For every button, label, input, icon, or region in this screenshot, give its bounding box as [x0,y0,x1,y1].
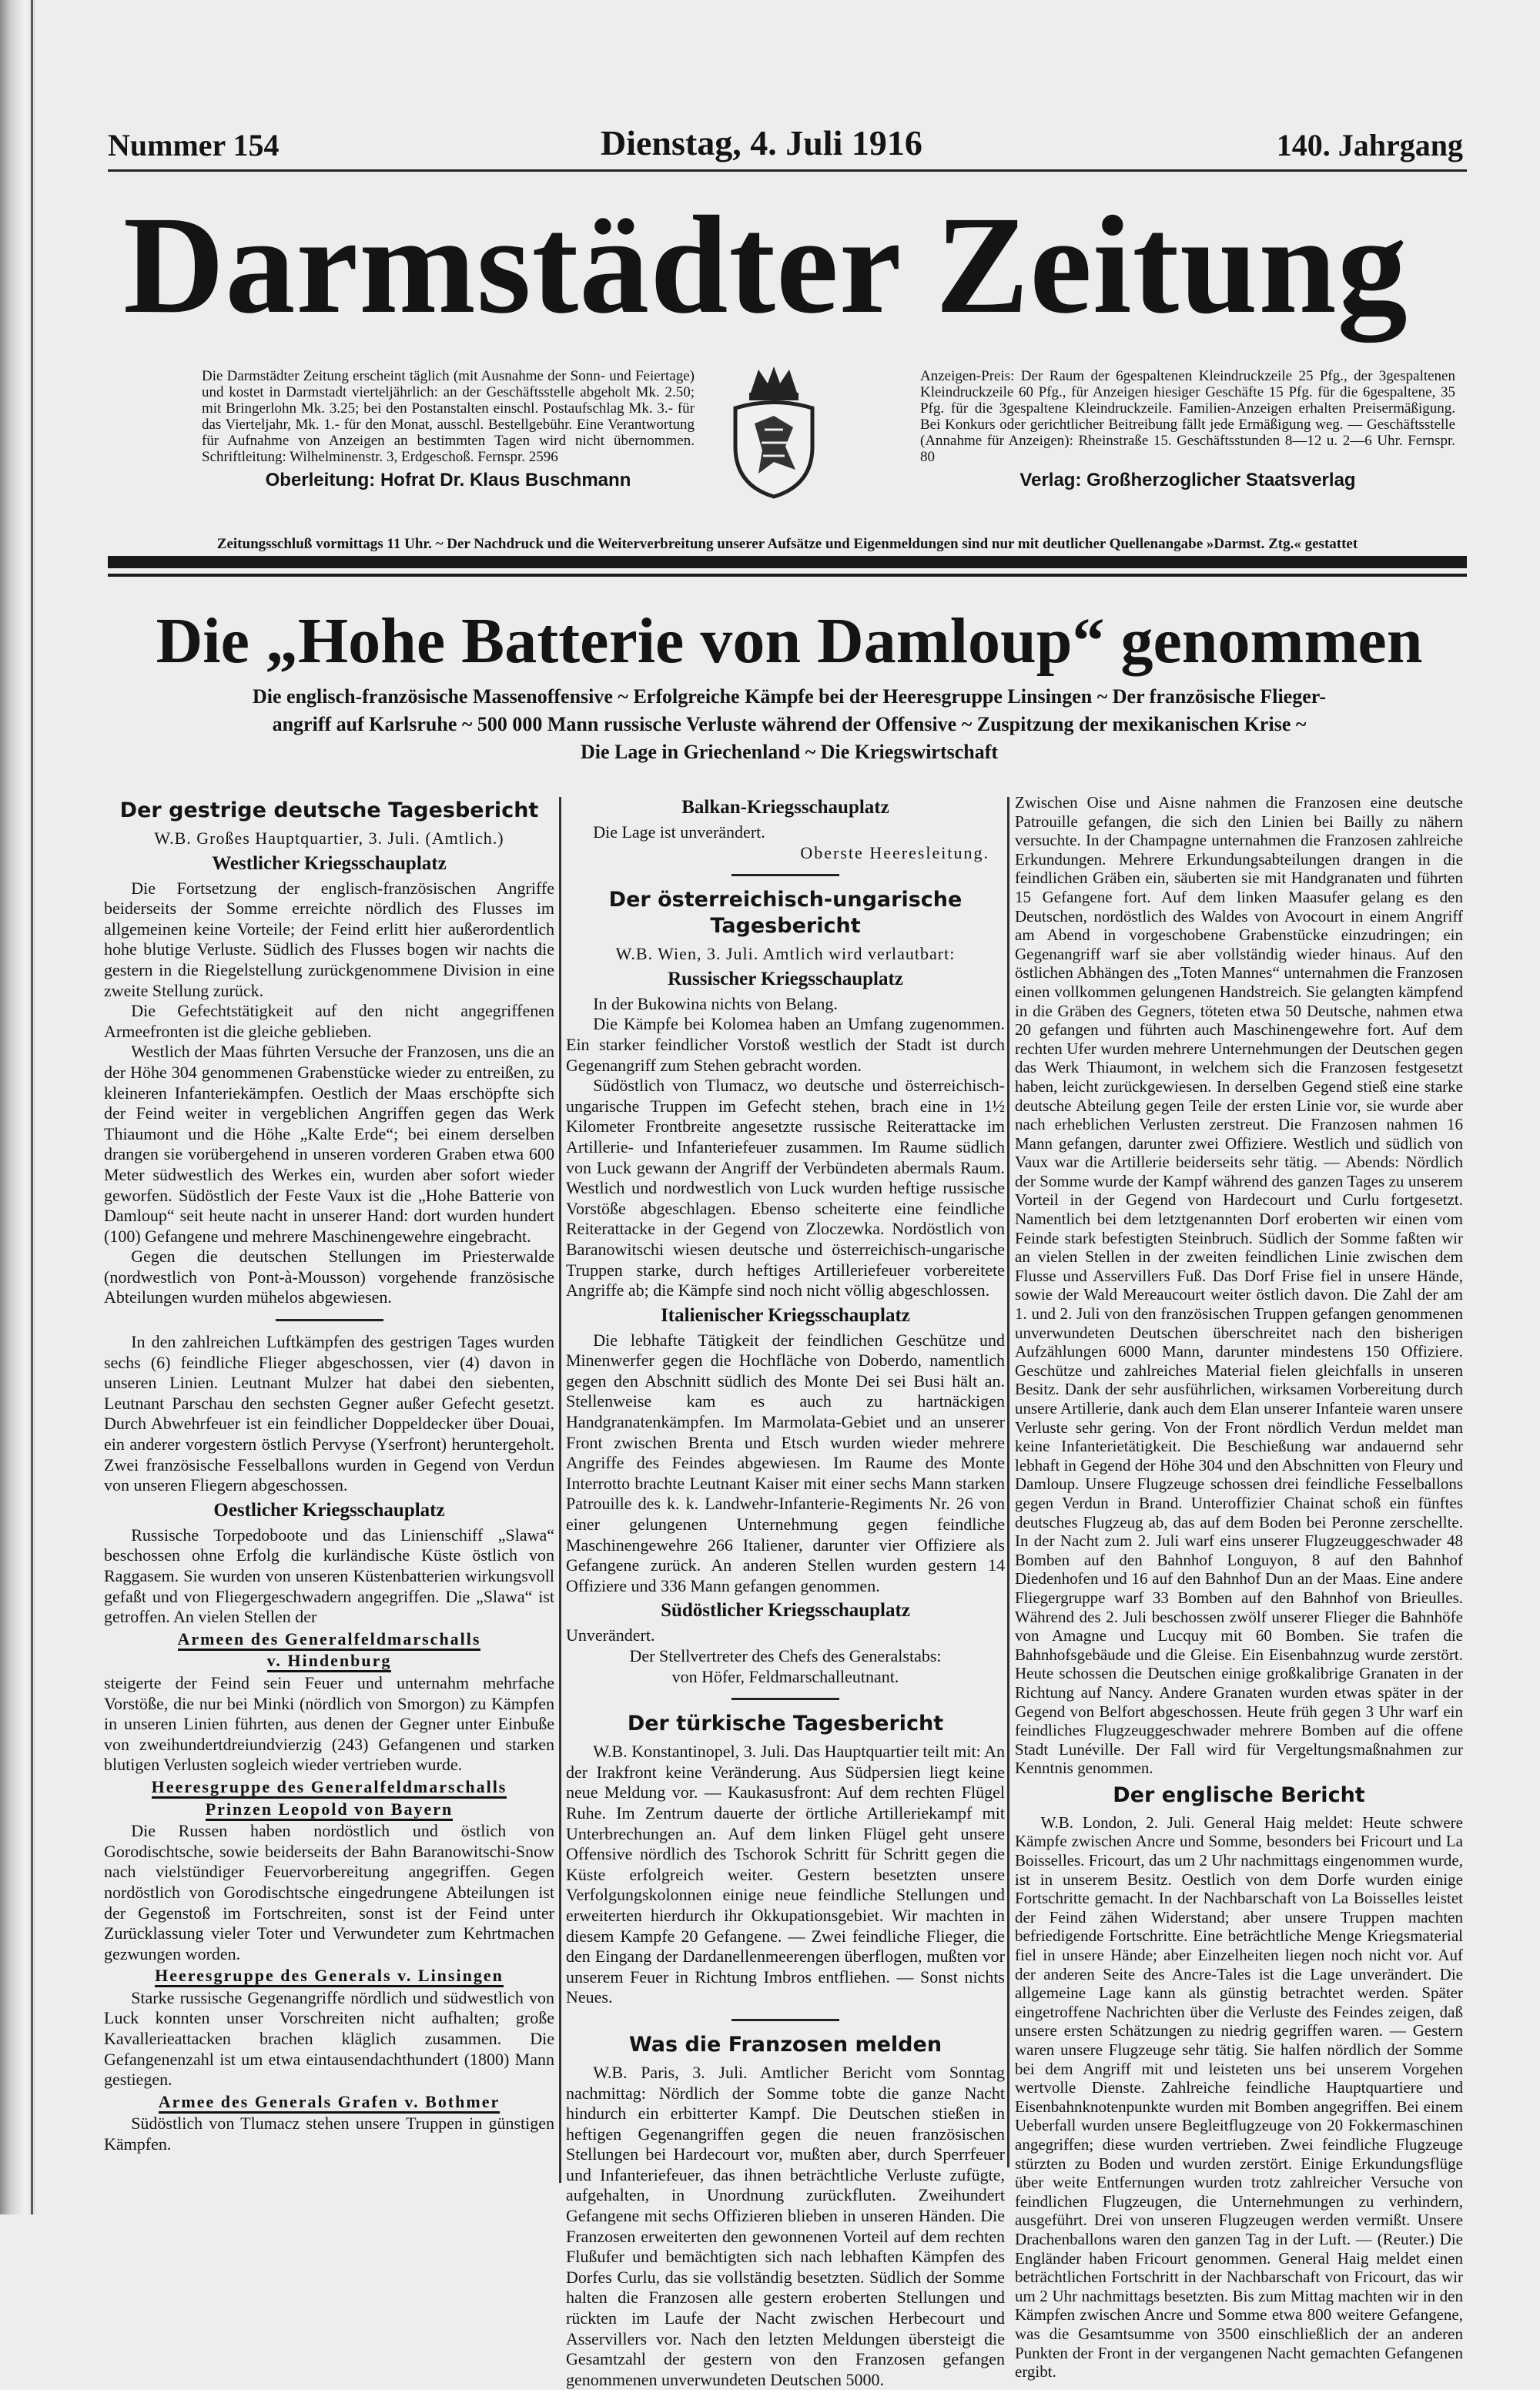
column-divider [559,797,561,2183]
volume-year: 140. Jahrgang [1276,128,1463,162]
separator-rule [732,1698,839,1700]
underlined-subheading-text: Prinzen Leopold von Bayern [206,1799,454,1821]
subscription-box [202,368,695,491]
paragraph: Westlich der Maas führten Versuche der Franzosen, uns die an der Höhe 304 genommenen Grabenstücke wieder zu entreißen, zu kleineren Infanteriekämpfen. Oestlich der Maas erschöpfte sich der Feind weiter in vergeblichen Angriffen gegen das Werk Thiaumont und die Höhe „Kalte Erde“; bei einem derselben drangen sie vorübergehend in unseren vorderen Graben etwa 600 Meter südwestlich des Werkes ein, wurden aber sofort wieder geworfen. Südöstlich der Feste Vaux ist die „Hohe Batterie von Damloup“ seit heute nacht in unserer Hand: dort wurden hundert (100) Gefangene und mehrere Maschinengewehre eingebracht. [104,1042,554,1246]
reprint-notice: Zeitungsschluß vormittags 11 Uhr. ~ Der Nachdruck und die Weiterverbreitung unserer Aufsätze und Eigenmeldungen sind nur mit deutlicher Quellenangabe »Darmst. Ztg.« gestattet [216,536,1358,552]
column-1 [104,793,554,2155]
underlined-subheading-text: Armee des Generals Grafen v. Bothmer [159,2092,500,2114]
section-heading: Balkan-Kriegsschauplatz [681,797,889,818]
editor-credit: Oberleitung: Hofrat Dr. Klaus Buschmann [265,470,631,490]
paragraph: W.B. London, 2. Juli. General Haig meldet: Heute schwere Kämpfe zwischen Ancre und Somme, besonders bei Fricourt und La Boisselles. Fricourt, das um 2 Uhr nachmittags eingenommen wurde, ist in unserem Besitz. Oestlich von dem Dorfe wurden einige Fortschritte gemacht. In der Nachbarschaft von La Boisselles leistet der Feind zähen Widerstand; aber unsere Truppen machten befriedigende Fortschritte. Eine beträchtliche Menge Kriegsmaterial fiel in unsere Hände; aber Einzelheiten liegen noch nicht vor. Auf der anderen Seite des Ancre-Tales ist die Lage unverändert. Die allgemeine Lage kann als günstig betrachtet werden. Später eingetroffene Nachrichten über die Verluste des Feindes zeigen, daß unsere ersten Schätzungen zu niedrig gegriffen waren. — Gestern waren unsere Flugzeuge sehr tätig. Sie halfen nördlich der Somme bei dem Angriff mit und leisteten uns bei unserem Vorgehen wertvolle Dienste. Zahlreiche feindliche Hauptquartiere und Eisenbahnknotenpunkte wurden mit Bomben angegriffen. Bei einem Ueberfall wurden unsere Begleitflugzeuge von 20 Fokkermaschinen angegriffen; diese wurden vertrieben. Zwei feindliche Flugzeuge stürzten zu Boden und wurden zerstört. Einige Erkundungsflüge über weite Entfernungen wurden trotz zahlreicher Versuche von feindlichen Flugzeugen, die Unternehmungen zu verhindern, ausgeführt. Drei von unseren Flugzeugen werden vermißt. Unsere Drachenballons waren den ganzen Tag in der Luft. — (Reuter.) Die Engländer haben Fricourt genommen. General Haig meldet einen beträchtlichen Fortschritt in der Nachbarschaft von Fricourt, das wir um 2 Uhr nachmittags besetzten. Bis zum Mittag machten wir in den Kämpfen zwischen Ancre und Somme etwa 800 weitere Gefangene, was die Gesamtsumme von 3500 einschließlich der an anderen Punkten der Front in der vergangenen Nacht gemachten Gefangenen ergibt. [1015,1813,1463,2382]
underlined-subheading-text: Heeresgruppe des Generals v. Linsingen [155,1966,504,1987]
paragraph: Die Kämpfe bei Kolomea haben an Umfang zugenommen. Ein starker feindlicher Vorstoß westlich der Stadt ist durch Gegenangriff zum Stehen gebracht worden. [566,1014,1005,1075]
paragraph: Zwischen Oise und Aisne nahmen die Franzosen eine deutsche Patrouille gefangen, die sich den Linien bei Bailly zu nähern versuchte. In der Champagne unternahmen die Franzosen zahlreiche Erkundungen. Mehrere Erkundungsabteilungen drangen in die feindlichen Gräben ein, säuberten sie mit Handgranaten und führten 15 Gefangene fort. Auf dem linken Maasufer gelang es den Deutschen, nordöstlich des Waldes von Avocourt in einem Angriff am Abend in vorgeschobene Grabenstücke einzudringen; ein Gegenangriff warf sie aber vollständig wieder hinaus. Auf den östlichen Abhängen des „Toten Mannes“ unternahmen die Franzosen einen vollkommen gelungenen Handstreich. Sie gelangten kämpfend in die Gräben des Gegners, töteten etwa 50 Deutsche, nahmen etwa 20 gefangen und führten auch Maschinengewehre fort. Auf dem rechten Ufer wurden mehrere Unternehmungen der Deutschen gegen das Werk Thiaumont, in welchem sich die Franzosen festgesetzt haben, leicht zurückgewiesen. In derselben Gegend stieß eine starke deutsche Abteilung gegen Teile der ersten Linie vor, sie wurde aber nach erheblichen Verlusten zerstreut. Die Franzosen nahmen 16 Mann gefangen, darunter zwei Offiziere. Westlich und südlich von Vaux war die Artillerie beiderseits sehr tätig. — Abends: Nördlich der Somme wurde der Kampf während des ganzen Tages zu unserem Vorteil in der Gegend von Hardecourt und Curlu fortgesetzt. Namentlich bei dem letztgenannten Dorf eroberten wir einen vom Feinde stark befestigten Steinbruch. Südlich der Somme faßten wir an vielen Stellen in der zweiten feindlichen Linie zwischen dem Flusse und Asservillers Fuß. Das Dorf Frise fiel in unsere Hände, sowie der Wald Mereaucourt weiter östlich davon. Die Zahl der am 1. und 2. Juli von den französischen Truppen gefangen genommenen unverwundeten Deutschen überschreitet nach den bisherigen Aufzählungen 6000 Mann, darunter mindestens 150 Offiziere. Geschütze und zahlreiches Material fielen gleichfalls in unseren Besitz. Dank der sehr ausführlichen, wirksamen Vorbereitung durch unsere Artillerie, dank auch dem Elan unserer Infanteie waren unsere Verluste sehr gering. Von der Front nördlich Verdun meldet man keine Infanterietätigkeit. Die Beschießung war andauernd sehr lebhaft in Gegend der Höhe 304 und den Abschnitten von Fleury und Damloup. Unsere Flugzeuge schossen drei feindliche Fesselballons gegen Verdun in Brand. Unteroffizier Chainat schoß ein fünftes deutsches Flugzeug ab, das auf dem Boden bei Peronne zerschellte. In der Nacht zum 2. Juli warf eins unserer Flugzeuggeschwader 48 Bomben auf den Bahnhof Longuyon, 8 auf den Bahnhof Diedenhofen und 16 auf den Bahnhof Dun an der Maas. Eine andere Fliegergruppe warf 33 Bomben auf den Bahnhof von Brieulles. Während des 2. Juli beschossen zwölf unserer Flieger die Bahnhöfe von Amagne und Lucquy mit 60 Bomben. Sie trafen die Bahnhofsgebäude und die Gleise. Ein Eisenbahnzug wurde zerstört. Heute schossen die Deutschen einige großkalibrige Granaten in der Richtung auf Nancy. Andere Granaten wurden etwas später in der Gegend von Belfort abgeschossen. Heute früh gegen 3 Uhr warf ein feindliches Flugzeuggeschwader mehrere Bomben auf die offene Stadt Lunéville. Der Fall wird für Vergeltungsmaßnahmen zur Kenntnis genommen. [1015,793,1463,1778]
paragraph: W.B. Paris, 3. Juli. Amtlicher Bericht vom Sonntag nachmittag: Nördlich der Somme tobte die ganze Nacht hindurch ein erbitterter Kampf. Die Deutschen stießen in heftigen Gegenangriffen gegen die neuen französischen Stellungen bei Hardecourt vor, mußten aber, durch Sperrfeuer und Infanteriefeuer, das ihnen beträchtliche Verluste zufügte, aufgehalten, in Unordnung zurückfluten. Zweihundert Gefangene mit sechs Offizieren blieben in unseren Händen. Die Franzosen erweiterten den gewonnenen Vorteil auf dem rechten Flußufer und bemächtigten sich nach lebhaften Kämpfen des Dorfes Curlu, das sie vollständig besetzten. Südlich der Somme halten die Franzosen alle gestern eroberten Stellungen und rückten im Laufe der Nacht zwischen Herbecourt und Asservillers vor. Nach den letzten Meldungen übersteigt die Gesamtzahl der gestern von den Franzosen gefangen genommenen unverwundeten Deutschen 5000. [566,2062,1005,2389]
issue-number: Nummer 154 [108,128,280,162]
article-heading: Der türkische Tagesbericht [627,1712,944,1736]
column-3 [1015,793,1463,2382]
subscription-info: Die Darmstädter Zeitung erscheint täglich (mit Ausnahme der Sonn- und Feiertage) und kostet in Darmstadt vierteljährlich: an der Geschäftsstelle abgeholt Mk. 2.50; mit Bringerlohn Mk. 3.25; bei den Postanstalten einschl. Postaufschlag Mk. 3.- für das Vierteljahr, Mk. 1.- für den Monat, ausschl. Bestellgebühr. Eine Verantwortung für Aufnahme von Anzeigen an bestimmten Tagen wird nicht übernommen. Schriftleitung: Wilhelminenstr. 3, Erdgeschoß. Fernspr. 2596 [202,368,695,465]
underlined-subheading [104,1777,554,1798]
paragraph: In den zahlreichen Luftkämpfen des gestrigen Tages wurden sechs (6) feindliche Flieger abgeschossen, vier (4) davon in unseren Linien. Leutnant Mulzer hat dabei den siebenten, Leutnant Parschau den sechsten Gegner außer Gefecht gesetzt. Durch Abwehrfeuer ist ein feindlicher Doppeldecker über Douai, ein anderer vorgestern östlich Pervyse (Yserfront) heruntergeholt. Zwei französische Fesselballons wurden in Gegend von Verdun von unseren Fliegern abgeschossen. [104,1332,554,1495]
article-heading: Der englische Bericht [1113,1782,1365,1807]
paragraph: W.B. Konstantinopel, 3. Juli. Das Hauptquartier teilt mit: An der Irakfront keine Veränderung. Aus Südpersien liegt keine neue Meldung vor. — Kaukasusfront: Auf dem rechten Flügel Ruhe. Im Zentrum dauerte der örtliche Artilleriekampf mit Unterbrechungen an. Auf dem linken Flügel geht unsere Offensive nördlich des Tschorok Schritt für Schritt gegen die Küste erfolgreich weiter. Gestern besetzten unsere Verfolgungskolonnen einige neue feindliche Stellungen und erweiterten hierdurch ihr Okkupationsgebiet. Wir machten in diesem Kampfe 20 Gefangene. — Zwei feindliche Flieger, die den Eingang der Dardanellenmeerengen überflogen, mußten vor unserem Feuer in Richtung Imbros entfliehen. — Sonst nichts Neues. [566,1742,1005,2007]
section-heading: Russischer Kriegsschauplatz [668,968,903,989]
dateline: W.B. Wien, 3. Juli. Amtlich wird verlautbart: [615,944,956,964]
section-heading: Oestlicher Kriegsschauplatz [213,1499,445,1521]
underlined-subheading-text: v. Hindenburg [267,1651,392,1672]
underlined-subheading [104,1651,554,1672]
subhead-line: angriff auf Karlsruhe ~ 500 000 Mann russische Verluste während der Offensive ~ Zuspitzung der mexikanischen Krise ~ [272,713,1307,735]
paragraph: Russische Torpedoboote und das Linienschiff „Slawa“ beschossen ohne Erfolg die kurländische Küste östlich von Raggasem. Sie wurden von unseren Küstenbatterien wirkungsvoll gefaßt und von Fliegergeschwadern angegriffen. Die „Slawa“ ist getroffen. An vielen Stellen der [104,1525,554,1627]
paragraph: Starke russische Gegenangriffe nördlich und südwestlich von Luck konnten unser Vorschreiten nicht aufhalten; große Kavallerieattacken brachen kläglich zusammen. Die Gefangenenzahl ist um etwa eintausendachthundert (1800) Mann gestiegen. [104,1987,554,2090]
binding-line [31,0,33,2214]
paragraph: In der Bukowina nichts von Belang. [593,993,838,1013]
paragraph: Die Russen haben nordöstlich und östlich von Gorodischtsche, sowie beiderseits der Bahn Baranowitschi-Snow nach vielstündiger Feuervorbereitung angegriffen. Gegen nordöstlich von Gorodischtsche eingedrungene Abteilungen ist der Gegenstoß im Fortschreiten, sonst ist der Feind unter Zurücklassung vieler Toter und Verwundeter zum Kehrtmachen gezwungen worden. [104,1821,554,1963]
newspaper-title: Darmstädter Zeitung [123,188,1408,343]
paragraph: Gegen die deutschen Stellungen im Priesterwalde (nordwestlich von Pont-à-Mousson) vorgehende französische Abteilungen wurden mühelos abgewiesen. [104,1247,554,1307]
thin-rule [108,574,1467,577]
underlined-subheading-text: Armeen des Generalfeldmarschalls [178,1629,481,1651]
article-heading: Der gestrige deutsche Tagesbericht [119,798,539,822]
coat-of-arms-icon [728,362,820,500]
dateline: W.B. Großes Hauptquartier, 3. Juli. (Amtlich.) [154,828,504,848]
subhead-line: Die englisch-französische Massenoffensive ~ Erfolgreiche Kämpfe bei der Heeresgruppe Linsingen ~ Der französische Flieger- [253,685,1326,708]
paragraph: Die lebhafte Tätigkeit der feindlichen Geschütze und Minenwerfer gegen die Hochfläche von Doberdo, namentlich gegen den Abschnitt südlich des Monte Dei sei Busi hält an. Stellenweise kam es auch zu hartnäckigen Handgranatenkämpfen. Im Marmolata-Gebiet und an unserer Front zwischen Brenta und Etsch wurden wieder mehrere Angriffe des Feindes abgewiesen. Im Raume des Monte Interrotto brachte Leutnant Kaiser mit einer sechs Mann starken Patrouille des k. k. Landwehr-Infanterie-Regiments Nr. 26 von einer gelungenen Unternehmung gegen feindliche Maschinengewehre 266 Italiener, darunter vier Offiziere als Gefangene zurück. An anderen Stellen wurden gestern 14 Offiziere und 336 Mann gefangen genommen. [566,1330,1005,1595]
masthead-topline [108,123,1463,166]
paragraph: steigerte der Feind sein Feuer und unternahm mehrfache Vorstöße, die nur bei Minki (nördlich von Smorgon) zu Kämpfen in unseren Linien führten, aus denen der Gegner unter Einbuße von zweihundertdreiundvierzig (243) Gefangenen und starken blutigen Verlusten sogleich wieder vertrieben wurde. [104,1672,554,1775]
article-heading: Der österreichisch-ungarische Tagesbericht [608,888,962,939]
subhead-line: Die Lage in Griechenland ~ Die Kriegswirtschaft [580,741,999,763]
paragraph: Die Lage ist unverändert. [593,822,765,842]
separator-rule [276,1319,383,1321]
signature: Oberste Heeresleitung. [800,842,989,862]
section-heading: Westlicher Kriegsschauplatz [212,852,447,874]
section-heading: Südöstlicher Kriegsschauplatz [661,1600,910,1622]
lead-headline: Die „Hohe Batterie von Damloup“ genommen [156,605,1423,677]
advertising-info: Anzeigen-Preis: Der Raum der 6gespaltenen Kleindruckzeile 25 Pfg., der 3gespaltenen Kleindruckzeile 60 Pfg., für Anzeigen hiesiger Geschäfte 15 Pfg. für die 6gespaltene, 35 Pfg. für die 3gespaltene Kleindruckzeile. Familien-Anzeigen erhalten Preisermäßigung. Bei Konkurs oder gerichtlicher Beitreibung fällt jede Ermäßigung weg. — Geschäftsstelle (Annahme für Anzeigen): Rheinstraße 15. Geschäftsstunden 8—12 u. 2—6 Uhr. Fernspr. 80 [920,368,1455,465]
column-divider [1007,797,1009,2167]
paragraph: Unverändert. [566,1625,655,1645]
underlined-subheading [104,1799,554,1820]
thick-rule [108,556,1467,568]
article-heading: Was die Franzosen melden [628,2032,942,2057]
publisher-credit: Verlag: Großherzoglicher Staatsverlag [1019,470,1356,490]
underlined-subheading [104,1966,554,1987]
lead-block [104,604,1475,766]
signature: Der Stellvertreter des Chefs des Generalstabs: [629,1646,942,1665]
lead-subheads [104,683,1475,766]
column-2 [566,793,1005,2390]
underlined-subheading [104,1629,554,1650]
paragraph: Die Gefechtstätigkeit auf den nicht angegriffenen Armeefronten ist die gleiche geblieben. [104,1001,554,1041]
masthead-rule [108,169,1467,172]
paragraph: Südöstlich von Tlumacz, wo deutsche und österreichisch-ungarische Truppen im Gefecht stehen, brach eine in 1½ Kilometer Frontbreite angesetzte russische Reiterattacke im Artillerie- und Infanteriefeuer zusammen. Im Raume südlich von Luck gewann der Angriff der Verbündeten abermals Raum. Westlich und nordwestlich von Luck wurden heftige russische Vorstöße abgeschlagen. Ebenso scheiterte eine feindliche Reiterattacke in der Gegend von Zloczewka. Nordöstlich von Baranowitschi wiesen deutsche und österreichisch-ungarische Truppen starke, durch heftiges Artilleriefeuer vorbereitete Angriffe ab; die Kämpfe sind noch nicht völlig abgeschlossen. [566,1076,1005,1300]
advertising-box [920,368,1455,491]
separator-rule [732,874,839,876]
section-heading: Italienischer Kriegsschauplatz [661,1304,910,1326]
underlined-subheading [104,2092,554,2113]
separator-rule [732,2019,839,2021]
paragraph: Südöstlich von Tlumacz stehen unsere Truppen in günstigen Kämpfen. [104,2114,554,2154]
signature: von Höfer, Feldmarschalleutnant. [671,1666,899,1686]
underlined-subheading-text: Heeresgruppe des Generalfeldmarschalls [152,1777,507,1799]
paragraph: Die Fortsetzung der englisch-französischen Angriffe beiderseits der Somme erreichte nördlich des Flusses im allgemeinen keine Vorteile; der Feind erlitt hier außerordentlich hohe blutige Verluste. Südlich des Flusses bogen wir nachts die gestern in die Riegelstellung zurückgenommene Division in eine zweite Stellung zurück. [104,878,554,1000]
issue-date: Dienstag, 4. Juli 1916 [601,123,922,162]
